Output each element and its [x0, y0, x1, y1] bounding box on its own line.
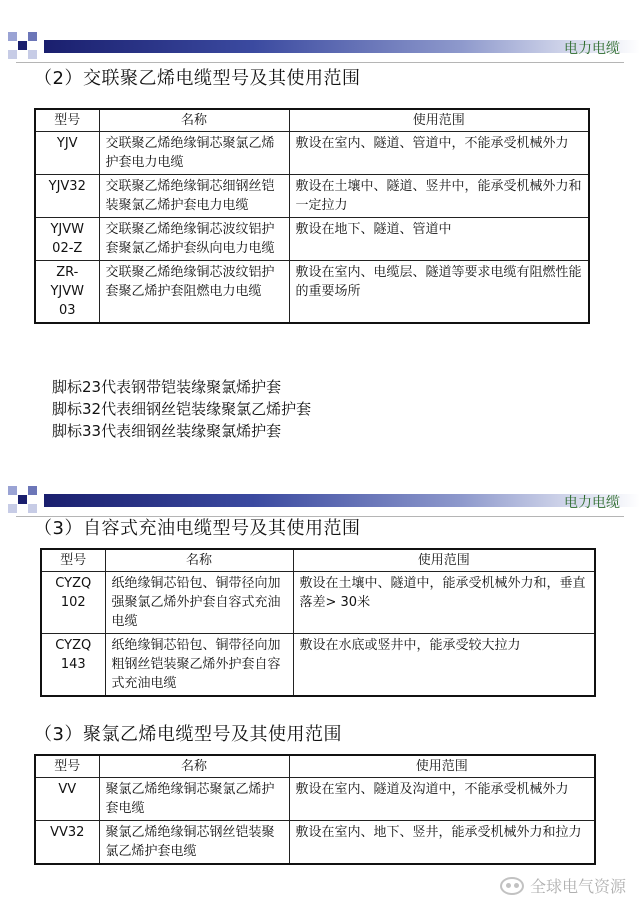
table-header-row — [41, 549, 595, 572]
cell-usage: 敷设在地下、隧道、管道中 — [289, 218, 589, 261]
header-model: 型号 — [41, 549, 105, 572]
cell-name: 纸绝缘铜芯铅包、铜带径向加强聚氯乙烯外护套自容式充油电缆 — [105, 572, 293, 634]
table-row — [41, 634, 595, 697]
decorative-squares — [8, 30, 48, 62]
cell-model: YJVW 02-Z — [35, 218, 99, 261]
header-model: 型号 — [35, 755, 99, 778]
wechat-icon — [500, 877, 524, 895]
watermark-text: 全球电气资源 — [529, 877, 626, 896]
header-usage: 使用范围 — [289, 755, 595, 778]
cell-model: CYZQ 102 — [41, 572, 105, 634]
table-header-row — [35, 755, 595, 778]
cell-usage: 敷设在室内、隧道及沟道中，不能承受机械外力 — [289, 778, 595, 821]
cell-name: 交联聚乙烯绝缘铜芯波纹铝护套聚氯乙烯护套纵向电力电缆 — [99, 218, 289, 261]
cell-usage: 敷设在水底或竖井中，能承受较大拉力 — [293, 634, 595, 697]
footnote: 脚标23代表钢带铠装缘聚氯烯护套 — [52, 378, 282, 396]
header-name: 名称 — [105, 549, 293, 572]
cell-name: 聚氯乙烯绝缘铜芯钢丝铠装聚氯乙烯护套电缆 — [99, 821, 289, 865]
cell-model: VV32 — [35, 821, 99, 865]
cell-name: 交联聚乙烯绝缘铜芯细钢丝铠装聚氯乙烯护套电力电缆 — [99, 175, 289, 218]
slide-header-bar — [0, 30, 640, 62]
brand-label: 电力电缆 — [564, 495, 620, 511]
slide-header-bar — [0, 484, 640, 516]
slide-2 — [0, 470, 640, 911]
cell-usage: 敷设在土壤中、隧道、竖井中，能承受机械外力和一定拉力 — [289, 175, 589, 218]
table-row — [35, 778, 595, 821]
slide-1 — [0, 0, 640, 455]
cell-usage: 敷设在室内、电缆层、隧道等要求电缆有阻燃性能的重要场所 — [289, 261, 589, 324]
cell-model: CYZQ 143 — [41, 634, 105, 697]
cell-model: YJV32 — [35, 175, 99, 218]
header-divider — [16, 62, 624, 63]
watermark — [500, 874, 626, 897]
brand-label: 电力电缆 — [564, 41, 620, 57]
header-model: 型号 — [35, 109, 99, 132]
section-heading: （3）聚氯乙烯电缆型号及其使用范围 — [34, 724, 342, 745]
cell-model: ZR- YJVW 03 — [35, 261, 99, 324]
table-row — [35, 175, 589, 218]
table-row — [35, 218, 589, 261]
footnote: 脚标33代表细钢丝装缘聚氯烯护套 — [52, 422, 282, 440]
table-row — [35, 132, 589, 175]
oil-cable-spec-table — [40, 548, 596, 697]
section-heading: （3）自容式充油电缆型号及其使用范围 — [34, 518, 361, 539]
footnotes — [52, 376, 311, 442]
section-heading: （2）交联聚乙烯电缆型号及其使用范围 — [34, 68, 361, 89]
table-row — [41, 572, 595, 634]
decorative-squares — [8, 484, 48, 516]
table-row — [35, 261, 589, 324]
cell-model: VV — [35, 778, 99, 821]
cell-model: YJV — [35, 132, 99, 175]
cell-name: 聚氯乙烯绝缘铜芯聚氯乙烯护套电缆 — [99, 778, 289, 821]
pvc-cable-spec-table — [34, 754, 596, 865]
table-header-row — [35, 109, 589, 132]
header-gradient-bar — [44, 494, 640, 507]
header-name: 名称 — [99, 755, 289, 778]
cell-usage: 敷设在室内、地下、竖井，能承受机械外力和拉力 — [289, 821, 595, 865]
header-name: 名称 — [99, 109, 289, 132]
header-gradient-bar — [44, 40, 640, 53]
table-row — [35, 821, 595, 865]
cell-name: 交联聚乙烯绝缘铜芯波纹铝护套聚乙烯护套阻燃电力电缆 — [99, 261, 289, 324]
cell-name: 纸绝缘铜芯铅包、铜带径向加粗钢丝铠装聚乙烯外护套自容式充油电缆 — [105, 634, 293, 697]
header-usage: 使用范围 — [289, 109, 589, 132]
header-usage: 使用范围 — [293, 549, 595, 572]
cell-usage: 敷设在土壤中、隧道中，能承受机械外力和，垂直落差> 30米 — [293, 572, 595, 634]
cell-usage: 敷设在室内、隧道、管道中，不能承受机械外力 — [289, 132, 589, 175]
cell-name: 交联聚乙烯绝缘铜芯聚氯乙烯护套电力电缆 — [99, 132, 289, 175]
cable-spec-table — [34, 108, 590, 324]
footnote: 脚标32代表细钢丝铠装缘聚氯乙烯护套 — [52, 400, 312, 418]
